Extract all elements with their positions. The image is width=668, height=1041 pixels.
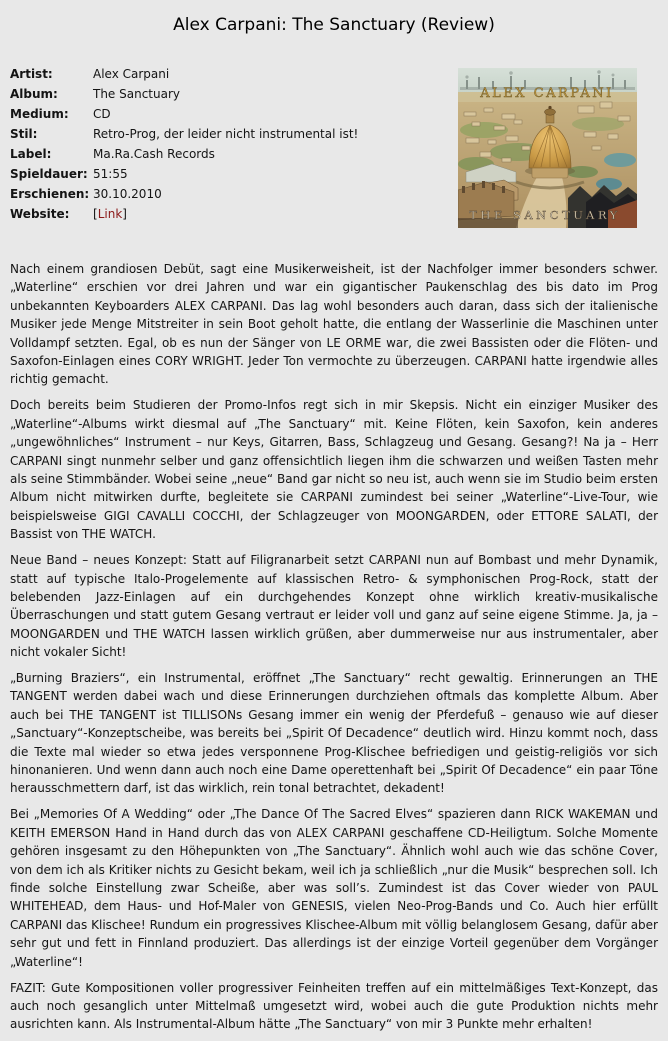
info-value-erschienen: 30.10.2010 [93,187,162,201]
info-label-label: Label: [10,147,52,161]
link-bracket-close: ] [122,207,127,221]
review-body [10,260,658,1034]
info-value-stil: Retro-Prog, der leider nicht instrumental ist! [93,127,359,141]
info-label-artist: Artist: [10,67,53,81]
info-label-website: Website: [10,207,70,221]
link-bracket-open: [ [93,207,98,221]
album-cover-art [458,68,637,228]
review-paragraph-fazit: FAZIT: Gute Kompositionen voller progressiver Feinheiten treffen auf ein mittelmäßiges Text-Konzept, das auch noch gesanglich unter Mittelmaß umgesetzt wird, wobei auch die gute Produktion nichts mehr ausrichten kann. Als Instrumental-Album hätte „The Sanctuary“ von mir 3 Punkte mehr erhalten! [10,980,658,1032]
info-value-artist: Alex Carpani [93,67,170,81]
review-paragraph-3: Neue Band – neues Konzept: Statt auf Filigranarbeit setzt CARPANI nun auf Bombast und mehr Dynamik, statt auf typische Italo-Progelemente auf klassischen Retro- & symphonischen Prog-Rock, statt der belebenden Jazz-Einlagen auf ein durchgehendes Konzept ohne wirklich kreativ-musikalische Überraschungen und statt gutem Gesang vertraut er leider voll und ganz auf seine eigene Stimme. Ja, ja – MOONGARDEN und THE WATCH lassen wirklich grüßen, aber dummerweise nur aus instrumentaler, aber nicht vokaler Sicht! [10,553,658,660]
cover-artist-text: ALEX CARPANI [480,86,614,101]
review-paragraph-5: Bei „Memories Of A Wedding“ oder „The Dance Of The Sacred Elves“ spazieren dann RICK WAKEMAN und KEITH EMERSON Hand in Hand durch das von ALEX CARPANI geschaffene CD-Heiligtum. Solche Momente gehören insgesamt zu den Höhepunkten von „The Sanctuary“. Ähnlich wohl auch wie das schöne Cover, von dem ich als Kritiker nichts zu Gesicht bekam, weil ich ja schließlich „nur die Musik“ besprechen soll. Ich finde solche Einstellung zwar Scheiße, aber was soll’s. Zumindest ist das Cover wieder von PAUL WHITEHEAD, dem Haus- und Hof-Maler von GENESIS, vielen Neo-Prog-Bands und Co. Auch hier erfüllt CARPANI das Klischee! Rundum ein progressives Klischee-Album mit völlig belanglosem Gesang, dafür aber sehr gut und fett in Finnland produziert. Das allerdings ist der einzige Vorteil gegenüber dem Vorgänger „Waterline“! [10,807,658,969]
info-label-spieldauer: Spieldauer: [10,167,88,181]
page-title: Alex Carpani: The Sanctuary (Review) [173,15,495,35]
info-label-medium: Medium: [10,107,69,121]
header-section [0,36,668,260]
info-value-album: The Sanctuary [93,87,181,101]
info-label-stil: Stil: [10,127,38,141]
info-label-erschienen: Erschienen: [10,187,90,201]
info-value-website [93,204,358,224]
info-value-label: Ma.Ra.Cash Records [93,147,215,161]
review-paragraph-2: Doch bereits beim Studieren der Promo-Infos regt sich in mir Skepsis. Nicht ein einziger Musiker des „Waterline“-Albums wirkt diesmal auf „The Sanctuary“ mit. Keine Flöten, kein Saxofon, kein anderes „ungewöhnliches“ Instrument – nur Keys, Gitarren, Bass, Schlagzeug und Gesang. Gesang?! Na ja – Herr CARPANI singt nunmehr selber und ganz offensichtlich liegen ihm die schwarzen und weißen Tasten mehr als seine Stimmbänder. Wobei seine „neue“ Band gar nicht so neu ist, auch wenn sie im Studio beim ersten Album nicht mitwirken durfte, begleitete sie CARPANI zumindest bei seiner „Waterline“-Live-Tour, wie beispielsweise GIGI CAVALLI COCCHI, der Schlagzeuger von MOONGARDEN, oder ETTORE SALATI, der Bassist von THE WATCH. [10,398,658,542]
album-info-table [10,64,358,224]
info-label-album: Album: [10,87,58,101]
info-value-medium: CD [93,107,111,121]
website-link[interactable]: Link [97,207,123,221]
cover-title-text: THE SANCTUARY [469,208,621,222]
review-paragraph-4: „Burning Braziers“, ein Instrumental, eröffnet „The Sanctuary“ recht gewaltig. Erinnerungen an THE TANGENT werden dabei wach und diese Erinnerungen durchziehen oftmals das komplette Album. Aber auch bei THE TANGENT ist TILLISONs Gesang immer ein wenig der Pferdefuß – genauso wie auf dieser „Sanctuary“-Konzeptscheibe, was bereits bei „Spirit Of Decadence“ deutlich wird. Hinzu kommt noch, dass die Texte mal wieder so etwa jedes versponnene Prog-Klischee befriedigen und geistig-religiös vor sich hinonanieren. Und wenn dann auch noch eine Dame operettenhaft bei „Spirit Of Decadence“ ein paar Töne herausschmettern darf, ist das wirklich, rein tonal betrachtet, dekadent! [10,671,658,796]
review-paragraph-1: Nach einem grandiosen Debüt, sagt eine Musikerweisheit, ist der Nachfolger immer besonders schwer. „Waterline“ erschien vor drei Jahren und war ein gigantischer Paukenschlag des bis dato im Prog unbekannten Keyboarders ALEX CARPANI. Das lag wohl besonders auch daran, dass sich der italienische Musiker jede Menge Mitstreiter in sein Boot geholt hatte, die entlang der Wasserlinie die Maschinen unter Volldampf setzten. Egal, ob es nun der Sänger von LE ORME war, die zwei Bassisten oder die Flöten- und Saxofon-Einlagen eines CORY WRIGHT. Jeder Ton vermochte zu überzeugen. CARPANI hatte irgendwie alles richtig gemacht. [10,262,658,387]
info-value-spieldauer: 51:55 [93,167,128,181]
